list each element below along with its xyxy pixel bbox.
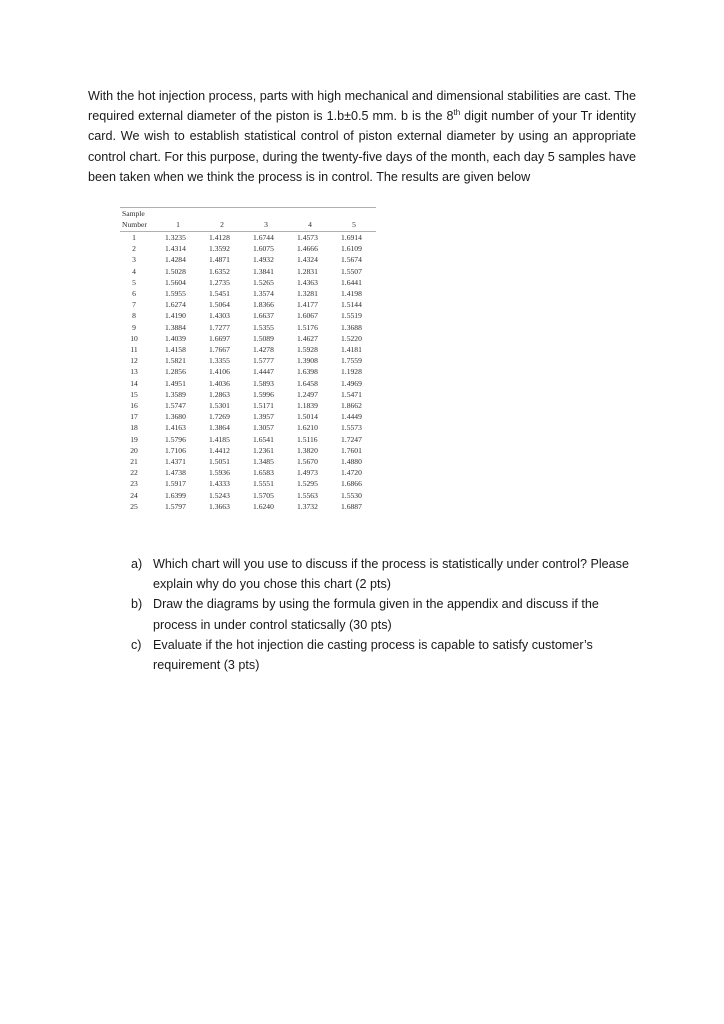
measurement-cell: 1.4449 [341,412,362,422]
measurement-cell: 1.6210 [297,423,318,433]
measurement-cell: 1.5573 [341,423,362,433]
measurement-cell: 1.3663 [209,501,230,511]
sample-number: 8 [132,311,136,321]
measurement-cell: 1.7269 [209,412,230,422]
sample-number: 7 [132,300,136,310]
measurement-cell: 1.5893 [253,378,274,388]
measurement-cell: 1.6583 [253,468,274,478]
table-row [120,333,376,344]
measurement-cell: 1.4973 [297,468,318,478]
measurement-cell: 1.5144 [341,300,362,310]
measurement-cell: 1.8662 [341,401,362,411]
table-row [120,422,376,433]
sample-number: 20 [130,445,138,455]
measurement-cell: 1.2361 [253,445,274,455]
table-row [120,310,376,321]
question-item [131,554,641,594]
measurement-cell: 1.3589 [165,389,186,399]
measurement-cell: 1.5301 [209,401,230,411]
measurement-cell: 1.3235 [165,233,186,242]
measurement-cell: 1.5928 [297,345,318,355]
measurement-cell: 1.6352 [209,266,230,276]
question-label: a) [131,557,143,571]
sample-number: 17 [130,412,138,422]
measurement-cell: 1.5171 [253,401,274,411]
measurement-cell: 1.4198 [341,289,362,299]
sample-number: 18 [130,423,138,433]
measurement-cell: 1.4666 [297,244,318,254]
measurement-cell: 1.6109 [341,244,362,254]
table-row [120,378,376,389]
measurement-cell: 1.4363 [297,277,318,287]
measurement-cell: 1.3864 [209,423,230,433]
measurement-cell: 1.6075 [253,244,274,254]
measurement-cell: 1.5604 [165,277,186,287]
measurement-cell: 1.3957 [253,412,274,422]
column-header-5: 5 [332,219,376,232]
measurement-cell: 1.5265 [253,277,274,287]
measurement-cell: 1.5089 [253,333,274,343]
measurement-cell: 1.5674 [341,255,362,265]
table-row [120,434,376,445]
measurement-cell: 1.3680 [165,412,186,422]
measurement-cell: 1.5355 [253,322,274,332]
table-row [120,344,376,355]
measurement-cell: 1.5295 [297,479,318,489]
measurement-cell: 1.3592 [209,244,230,254]
question-text: Draw the diagrams by using the formula given in the appendix and discuss if the process in under control staticsally (30 pts) [153,597,599,632]
table-row [120,232,376,244]
measurement-cell: 1.6067 [297,311,318,321]
table-row [120,490,376,501]
measurement-cell: 1.4880 [341,457,362,467]
table-row [120,277,376,288]
column-header-2: 2 [200,219,244,232]
sample-header-line1: Sample [120,208,376,220]
table-row [120,299,376,310]
question-item [131,635,641,675]
measurement-cell: 1.4951 [165,378,186,388]
column-header-1: 1 [156,219,200,232]
measurement-cell: 1.4039 [165,333,186,343]
measurement-cell: 1.5955 [165,289,186,299]
question-label: b) [131,597,143,612]
measurement-cell: 1.4447 [253,367,274,377]
measurement-cell: 1.7106 [165,445,186,455]
measurement-cell: 1.6399 [165,490,186,500]
sample-number: 4 [132,266,136,276]
measurement-cell: 1.5747 [165,401,186,411]
sample-number: 22 [130,468,138,478]
sample-number: 23 [130,479,138,489]
measurement-cell: 1.2856 [165,367,186,377]
table-row [120,501,376,512]
table-row [120,389,376,400]
measurement-cell: 1.7277 [209,322,230,332]
table-row [120,467,376,478]
sample-number: 5 [132,277,136,287]
measurement-cell: 1.4177 [297,300,318,310]
measurement-cell: 1.5471 [341,389,362,399]
measurement-cell: 1.5917 [165,479,186,489]
table-row [120,243,376,254]
measurement-cell: 1.4128 [209,233,230,242]
measurement-cell: 1.5563 [297,490,318,500]
measurement-cell: 1.4106 [209,367,230,377]
measurement-cell: 1.7667 [209,345,230,355]
table-row [120,478,376,489]
table-row [120,366,376,377]
table-row [120,288,376,299]
measurement-cell: 1.4190 [165,311,186,321]
measurement-cell: 1.7559 [341,356,362,366]
measurement-cell: 1.4969 [341,378,362,388]
sample-number: 12 [130,356,138,366]
table-row [120,400,376,411]
measurement-cell: 1.4278 [253,345,274,355]
measurement-cell: 1.5530 [341,490,362,500]
measurement-cell: 1.5996 [253,389,274,399]
table-row [120,445,376,456]
measurement-cell: 1.4371 [165,457,186,467]
sample-header-line2: Number [120,219,156,232]
measurement-cell: 1.6744 [253,233,274,242]
measurement-cell: 1.3574 [253,289,274,299]
measurement-cell: 1.3820 [297,445,318,455]
measurement-cell: 1.3485 [253,457,274,467]
measurement-cell: 1.7601 [341,445,362,455]
measurement-cell: 1.6458 [297,378,318,388]
measurement-cell: 1.4333 [209,479,230,489]
measurement-cell: 1.2863 [209,389,230,399]
measurement-cell: 1.6637 [253,311,274,321]
measurement-cell: 1.5220 [341,333,362,343]
sample-number: 13 [130,367,138,377]
measurement-cell: 1.5243 [209,490,230,500]
measurement-cell: 1.5936 [209,468,230,478]
measurement-cell: 1.6914 [341,233,362,242]
measurement-cell: 1.5777 [253,356,274,366]
sample-data-table-container [120,207,376,512]
question-text: Evaluate if the hot injection die casting process is capable to satisfy customer’s requirement (3 pts) [153,637,593,673]
measurement-cell: 1.4163 [165,423,186,433]
measurement-cell: 1.3688 [341,322,362,332]
table-row [120,266,376,277]
problem-statement [88,86,636,187]
measurement-cell: 1.5670 [297,457,318,467]
table-row [120,355,376,366]
question-label: c) [131,637,142,652]
question-text: Which chart will you use to discuss if the process is statistically under control? Please explain why do you chose this chart (2 pts) [153,557,629,592]
sample-number: 11 [130,345,138,355]
measurement-cell: 1.2497 [297,389,318,399]
measurement-cell: 1.2831 [297,266,318,276]
sample-number: 9 [132,322,136,332]
intro-text-part1: With the hot injection process, parts with high mechanical and dimensional stabilities are cast. The required external diameter of the piston is 1.b±0.5 mm. b is the 8 [88,89,636,124]
measurement-cell: 1.5821 [165,356,186,366]
question-item [131,594,641,634]
column-header-4: 4 [288,219,332,232]
measurement-cell: 1.4324 [297,255,318,265]
sample-number: 16 [130,401,138,411]
measurement-cell: 1.6866 [341,479,362,489]
measurement-cell: 1.5451 [209,289,230,299]
measurement-cell: 1.4314 [165,244,186,254]
measurement-cell: 1.4036 [209,378,230,388]
measurement-cell: 1.5176 [297,322,318,332]
measurement-cell: 1.5551 [253,479,274,489]
measurement-cell: 1.6240 [253,501,274,511]
measurement-cell: 1.3884 [165,322,186,332]
measurement-cell: 1.6887 [341,501,362,511]
table-row [120,254,376,265]
measurement-cell: 1.2735 [209,277,230,287]
table-row [120,411,376,422]
sample-number: 15 [130,389,138,399]
measurement-cell: 1.4158 [165,345,186,355]
table-row [120,322,376,333]
sample-number: 19 [130,434,138,444]
measurement-cell: 1.3057 [253,423,274,433]
measurement-cell: 1.4303 [209,311,230,321]
sample-number: 1 [132,233,136,242]
sample-number: 6 [132,289,136,299]
measurement-cell: 1.4412 [209,445,230,455]
ordinal-suffix: th [453,108,461,118]
sample-number: 10 [130,333,138,343]
measurement-cell: 1.4738 [165,468,186,478]
intro-text-part2: digit number of your Tr identity card. We wish to establish statistical control of piston external diameter by using an appropriate control chart. For this purpose, during the twenty-five days of the month, each day 5 samples have been taken when we think the process is in control. The results are given below [88,109,636,184]
measurement-cell: 1.4185 [209,434,230,444]
measurement-cell: 1.6697 [209,333,230,343]
measurement-cell: 1.5116 [297,434,318,444]
measurement-cell: 1.3281 [297,289,318,299]
measurement-cell: 1.5705 [253,490,274,500]
measurement-cell: 1.3732 [297,501,318,511]
measurement-cell: 1.5507 [341,266,362,276]
measurement-cell: 1.5051 [209,457,230,467]
sample-number: 14 [130,378,138,388]
measurement-cell: 1.6398 [297,367,318,377]
measurement-cell: 1.4573 [297,233,318,242]
measurement-cell: 1.3355 [209,356,230,366]
measurement-cell: 1.6274 [165,300,186,310]
table-row [120,456,376,467]
measurement-cell: 1.3841 [253,266,274,276]
measurement-cell: 1.5797 [165,501,186,511]
measurement-cell: 1.6541 [253,434,274,444]
question-list [131,554,641,675]
measurement-cell: 1.5028 [165,266,186,276]
measurement-cell: 1.1928 [341,367,362,377]
measurement-cell: 1.8366 [253,300,274,310]
sample-number: 21 [130,457,138,467]
measurement-cell: 1.1839 [297,401,318,411]
column-header-3: 3 [244,219,288,232]
measurement-cell: 1.4284 [165,255,186,265]
measurement-cell: 1.4871 [209,255,230,265]
measurement-cell: 1.5014 [297,412,318,422]
measurement-cell: 1.7247 [341,434,362,444]
measurement-cell: 1.3908 [297,356,318,366]
sample-number: 3 [132,255,136,265]
measurement-cell: 1.5796 [165,434,186,444]
measurement-cell: 1.5519 [341,311,362,321]
sample-number: 24 [130,490,138,500]
sample-data-table [120,207,376,512]
measurement-cell: 1.4720 [341,468,362,478]
measurement-cell: 1.5064 [209,300,230,310]
measurement-cell: 1.4181 [341,345,362,355]
measurement-cell: 1.4627 [297,333,318,343]
sample-number: 2 [132,244,136,254]
measurement-cell: 1.4932 [253,255,274,265]
measurement-cell: 1.6441 [341,277,362,287]
sample-data-rows [120,232,376,513]
sample-number: 25 [130,501,138,511]
